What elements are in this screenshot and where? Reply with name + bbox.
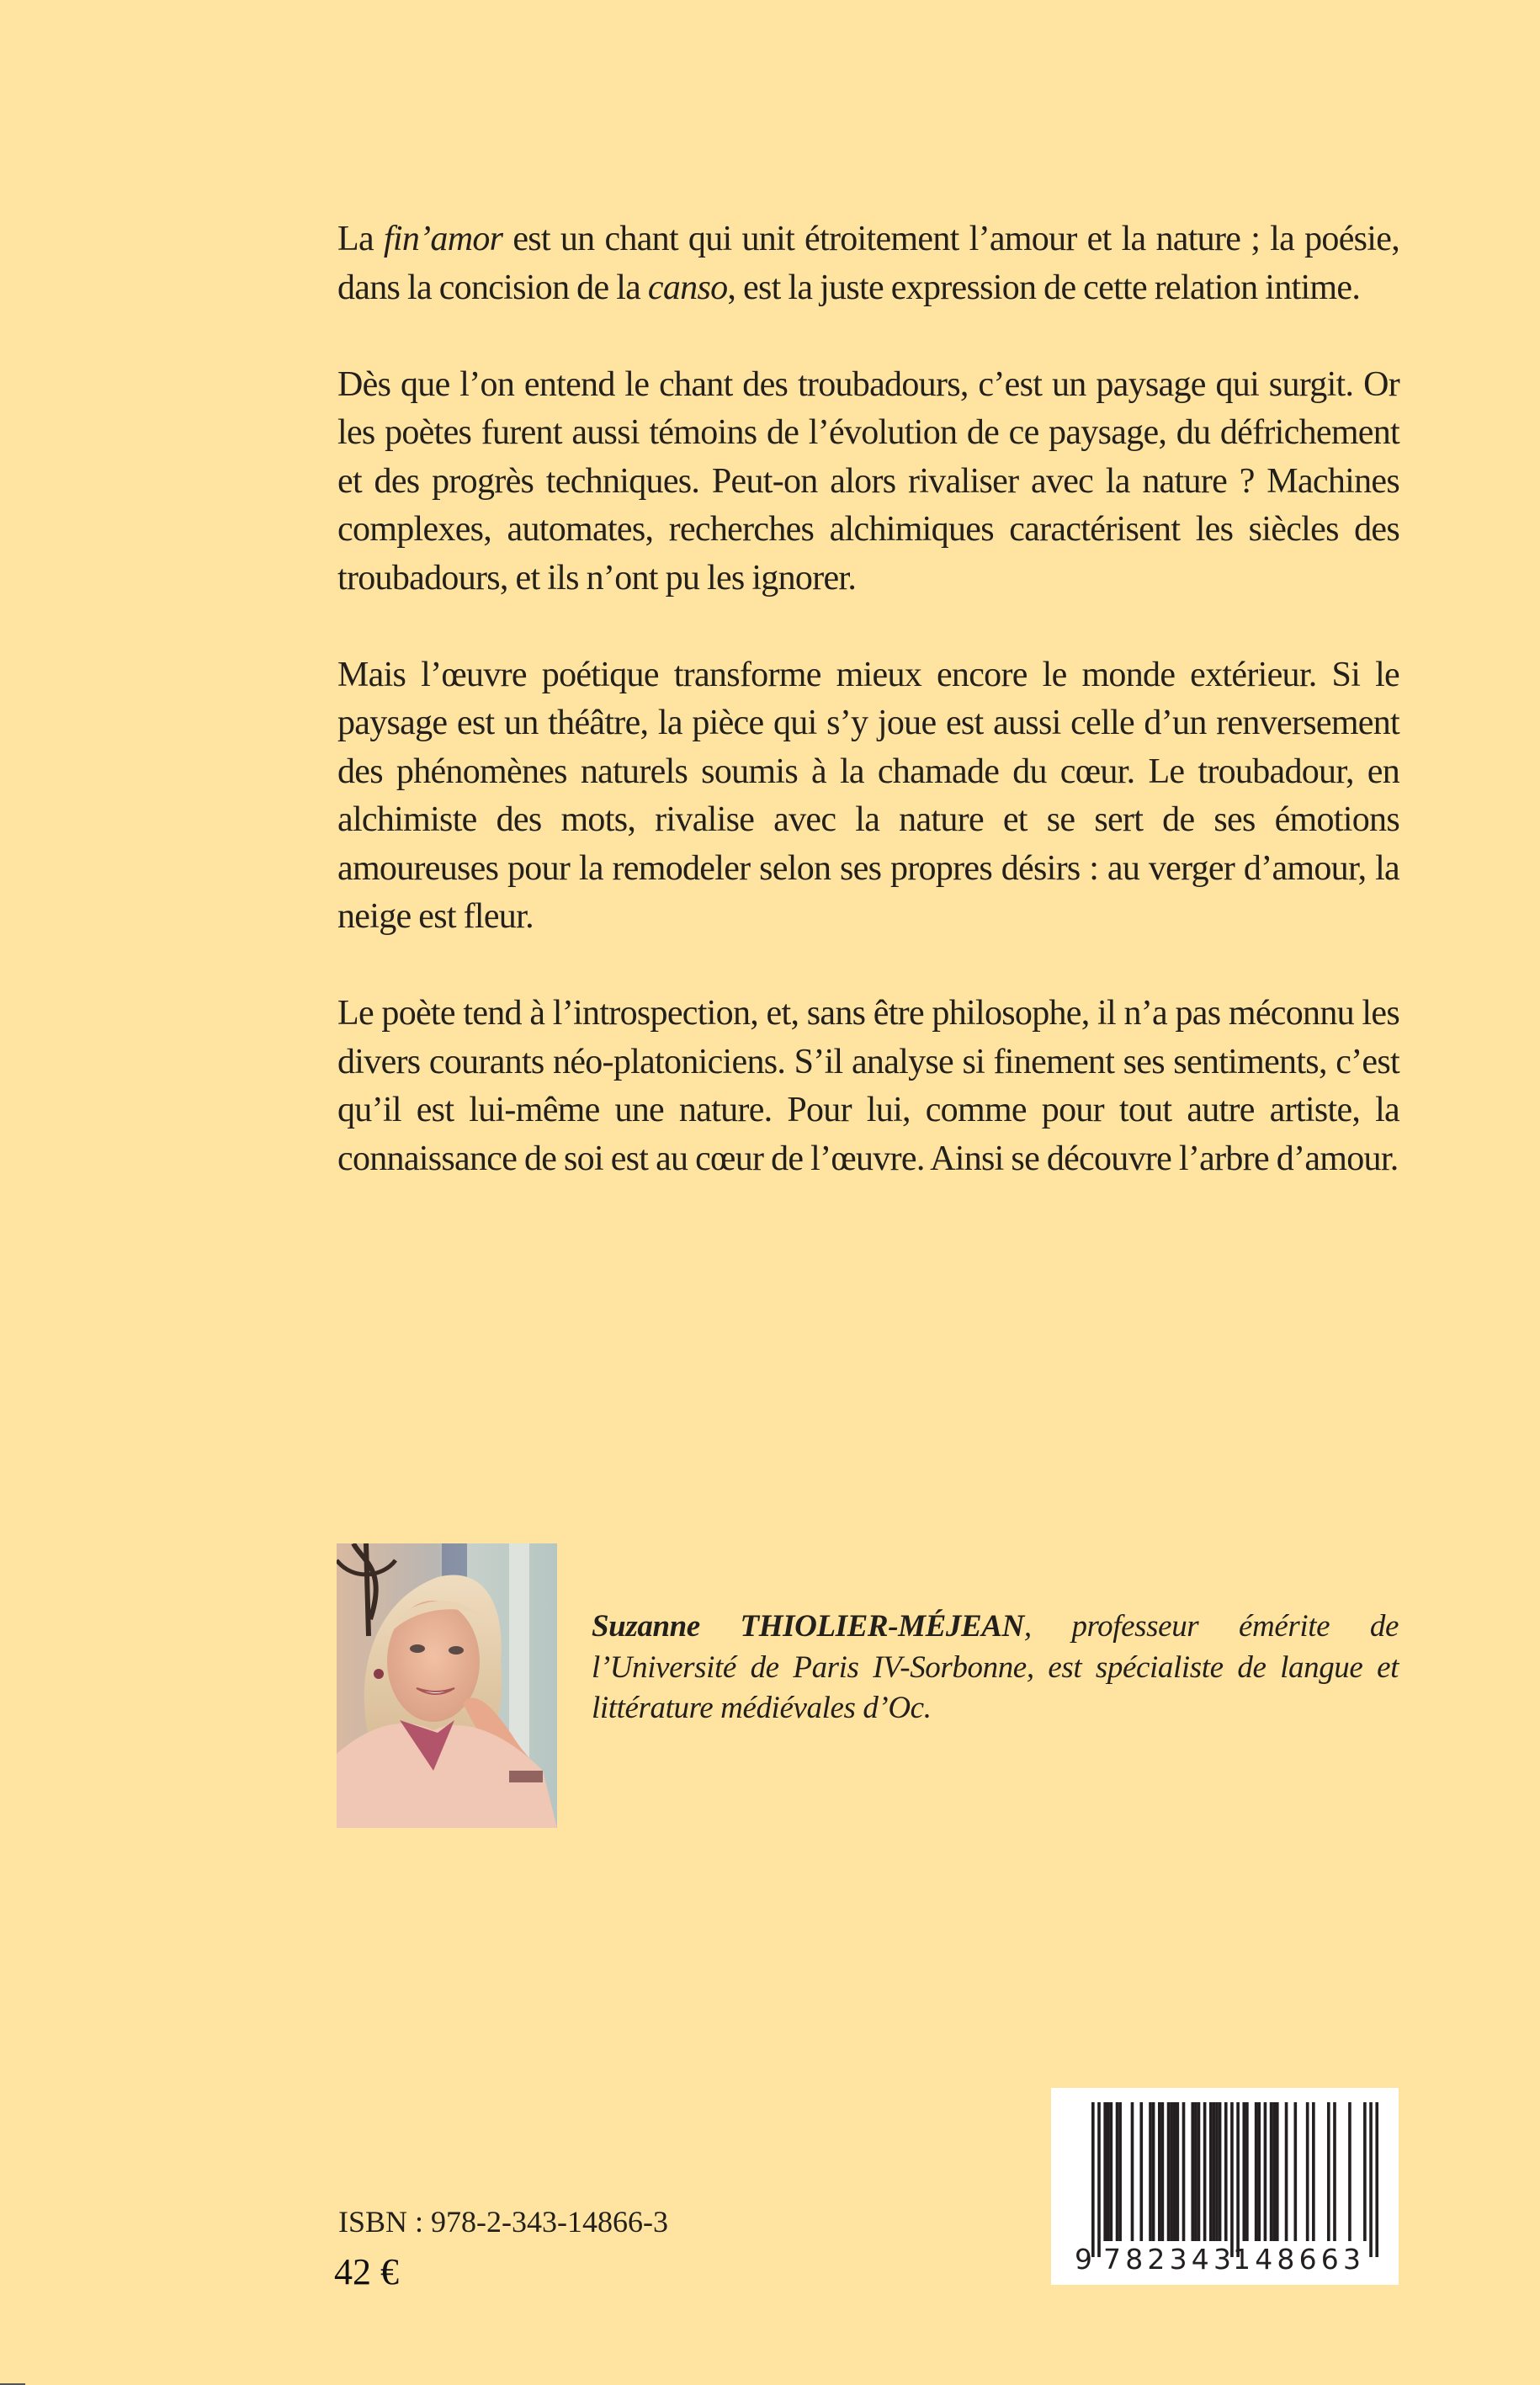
barcode-bar xyxy=(1110,2102,1113,2241)
barcode-right-digits: 148663 xyxy=(1233,2243,1361,2276)
barcode-bar xyxy=(1209,2102,1213,2241)
text-segment: , est la juste expression de cette relation intime. xyxy=(727,268,1361,307)
author-name: Suzanne THIOLIER-MÉJEAN xyxy=(592,1609,1024,1644)
barcode-guard-bar xyxy=(1097,2102,1101,2257)
barcode-bar xyxy=(1276,2102,1279,2241)
barcode-bar xyxy=(1306,2102,1309,2241)
author-bio xyxy=(592,1607,1399,1729)
barcode-bar xyxy=(1176,2102,1180,2241)
barcode-bar xyxy=(1118,2102,1122,2241)
blurb xyxy=(337,215,1399,1183)
barcode-bar xyxy=(1152,2102,1155,2241)
barcode-first-digit: 9 xyxy=(1075,2243,1092,2276)
barcode-guard-bar xyxy=(1369,2102,1373,2257)
isbn: ISBN : 978-2-343-14866-3 xyxy=(338,2205,668,2239)
barcode-bar xyxy=(1213,2102,1216,2241)
text-segment: est un chant qui unit étroitement l’amour et la nature ; la poésie, dans la concision de la xyxy=(337,220,1399,307)
barcode-bar xyxy=(1167,2102,1171,2241)
barcode-bar xyxy=(1255,2102,1258,2241)
barcode-bar xyxy=(1182,2102,1186,2241)
barcode-bar xyxy=(1149,2102,1152,2241)
barcode-bar xyxy=(1219,2102,1222,2241)
barcode-bar xyxy=(1312,2102,1315,2241)
blurb-paragraph-1 xyxy=(337,215,1399,312)
barcode-bar xyxy=(1116,2102,1119,2241)
barcode-bar xyxy=(1257,2102,1261,2241)
barcode-bar xyxy=(1327,2102,1330,2241)
barcode-bar xyxy=(1139,2102,1143,2241)
barcode-bar xyxy=(1173,2102,1176,2241)
term-fin-amor: fin’amor xyxy=(383,220,503,258)
barcode-bar xyxy=(1191,2102,1194,2241)
barcode-bar xyxy=(1203,2102,1207,2241)
price: 42 € xyxy=(334,2251,399,2292)
barcode-bar xyxy=(1103,2102,1107,2241)
barcode xyxy=(1051,2088,1399,2285)
barcode-bar xyxy=(1161,2102,1165,2241)
barcode-left-digits: 782343 xyxy=(1103,2243,1231,2276)
ean13-barcode xyxy=(1051,2088,1399,2285)
barcode-guard-bar xyxy=(1230,2102,1234,2257)
barcode-guard-bar xyxy=(1091,2102,1095,2257)
barcode-bar xyxy=(1333,2102,1336,2241)
text-segment: La xyxy=(337,220,384,258)
barcode-bar xyxy=(1131,2102,1134,2241)
author-portrait-illustration xyxy=(337,1543,557,1828)
barcode-bar xyxy=(1363,2102,1367,2241)
blurb-paragraph-3: Mais l’œuvre poétique transforme mieux encore le monde extérieur. Si le paysage est un théâtre, la pièce qui s’y joue est aussi celle d’un renversement des phénomènes naturels soumis à la chamade du cœur. Le troubadour, en alchimiste des mots, rivalise avec la nature et se sert de ses émotions amoureuses pour la remodeler selon ses propres désirs : au verger d’amour, la neige est fleur. xyxy=(337,655,1399,936)
barcode-bar xyxy=(1348,2102,1351,2241)
barcode-bar xyxy=(1224,2102,1228,2241)
barcode-bar xyxy=(1272,2102,1276,2241)
barcode-bar xyxy=(1270,2102,1273,2241)
barcode-bar xyxy=(1242,2102,1245,2241)
barcode-bar xyxy=(1170,2102,1173,2241)
barcode-bar xyxy=(1107,2102,1110,2241)
author-photo xyxy=(337,1543,557,1828)
barcode-bar xyxy=(1293,2102,1297,2241)
barcode-bar xyxy=(1194,2102,1197,2241)
term-canso: canso xyxy=(647,268,728,307)
barcode-guard-bar xyxy=(1236,2102,1240,2257)
barcode-bar xyxy=(1285,2102,1288,2241)
barcode-bar xyxy=(1158,2102,1161,2241)
author-description: , professeur émérite de l’Université de Paris IV-Sorbonne, est spécialiste de langue et littérature médiévales d’Oc. xyxy=(592,1609,1399,1725)
blurb-paragraph-4: Le poète tend à l’introspection, et, sans être philosophe, il n’a pas méconnu les divers courants néo-platoniciens. S’il analyse si finement ses sentiments, c’est qu’il est lui-même une nature. Pour lui, comme pour tout autre artiste, la connaissance de soi est au cœur de l’œuvre. Ainsi se découvre l’arbre d’amour. xyxy=(337,994,1399,1178)
barcode-bar xyxy=(1197,2102,1201,2241)
barcode-bar xyxy=(1245,2102,1249,2241)
barcode-bar xyxy=(1215,2102,1219,2241)
blurb-paragraph-2: Dès que l’on entend le chant des troubadours, c’est un paysage qui surgit. Or les poètes furent aussi témoins de l’évolution de ce paysage, du défrichement et des progrès techniques. Peut-on alors rivaliser avec la nature ? Machines complexes, automates, recherches alchimiques caractérisent les siècles des troubadours, et ils n’ont pu les ignorer. xyxy=(337,364,1399,598)
barcode-guard-bar xyxy=(1375,2102,1378,2257)
barcode-bars xyxy=(1091,2102,1378,2257)
barcode-bar xyxy=(1264,2102,1267,2241)
